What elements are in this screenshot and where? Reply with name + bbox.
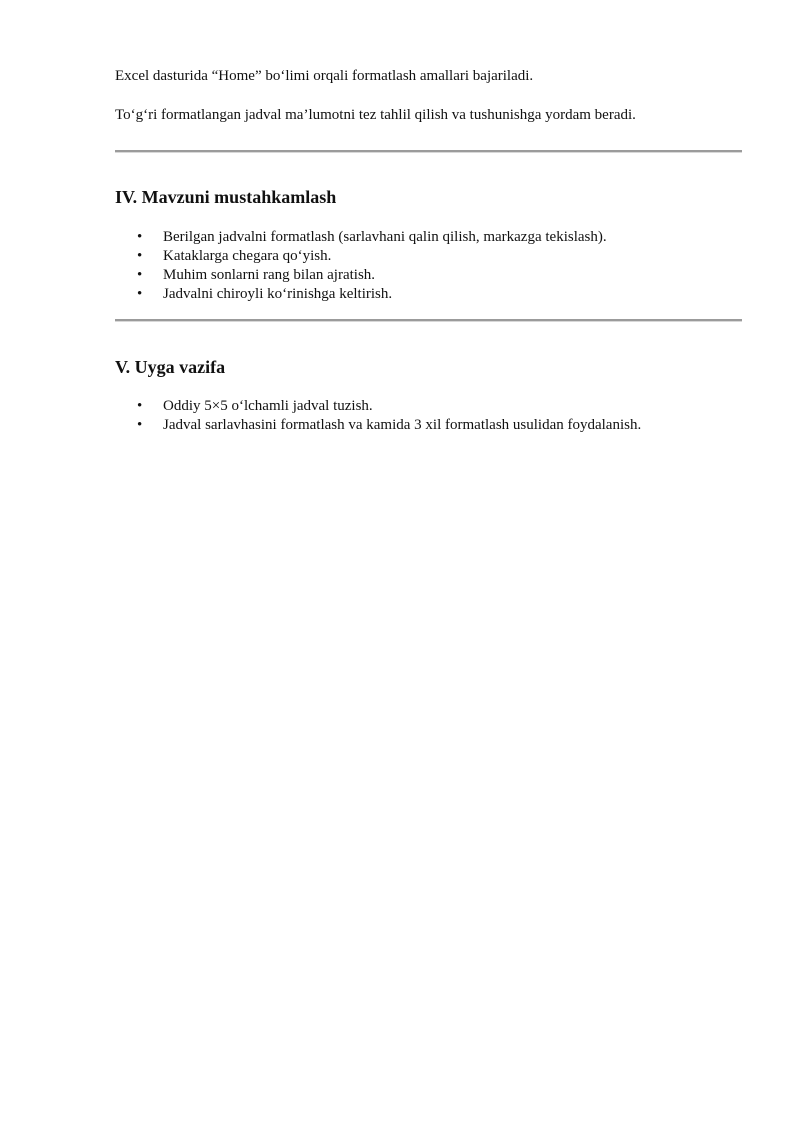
bullet-icon: • [137,417,143,433]
list-item [115,228,607,247]
bullet-icon: • [137,286,143,302]
list-item-text: Muhim sonlarni rang bilan ajratish. [163,267,376,283]
bullet-icon: • [137,248,143,264]
homework-list [115,397,641,435]
list-item [115,266,607,285]
paragraph-home-formatting: Excel dasturida “Home” bo‘limi orqali formatlash amallari bajariladi. [115,68,534,84]
list-item [115,247,607,266]
horizontal-rule [115,319,742,322]
list-item [115,416,641,435]
section-heading-reinforcement: IV. Mavzuni mustahkamlash [115,187,337,207]
list-item-text: Oddiy 5×5 o‘lchamli jadval tuzish. [163,398,373,414]
list-item-text: Kataklarga chegara qo‘yish. [163,248,332,264]
bullet-icon: • [137,267,143,283]
bullet-icon: • [137,398,143,414]
list-item [115,285,607,304]
reinforcement-list [115,228,607,304]
list-item-text: Jadval sarlavhasini formatlash va kamida 3 xil formatlash usulidan foydalanish. [163,417,642,433]
list-item [115,397,641,416]
bullet-icon: • [137,229,143,245]
horizontal-rule [115,150,742,153]
paragraph-formatted-table-benefit: To‘g‘ri formatlangan jadval ma’lumotni tez tahlil qilish va tushunishga yordam beradi. [115,107,636,123]
list-item-text: Berilgan jadvalni formatlash (sarlavhani qalin qilish, markazga tekislash). [163,229,607,245]
list-item-text: Jadvalni chiroyli ko‘rinishga keltirish. [163,286,393,302]
section-heading-homework: V. Uyga vazifa [115,357,226,377]
